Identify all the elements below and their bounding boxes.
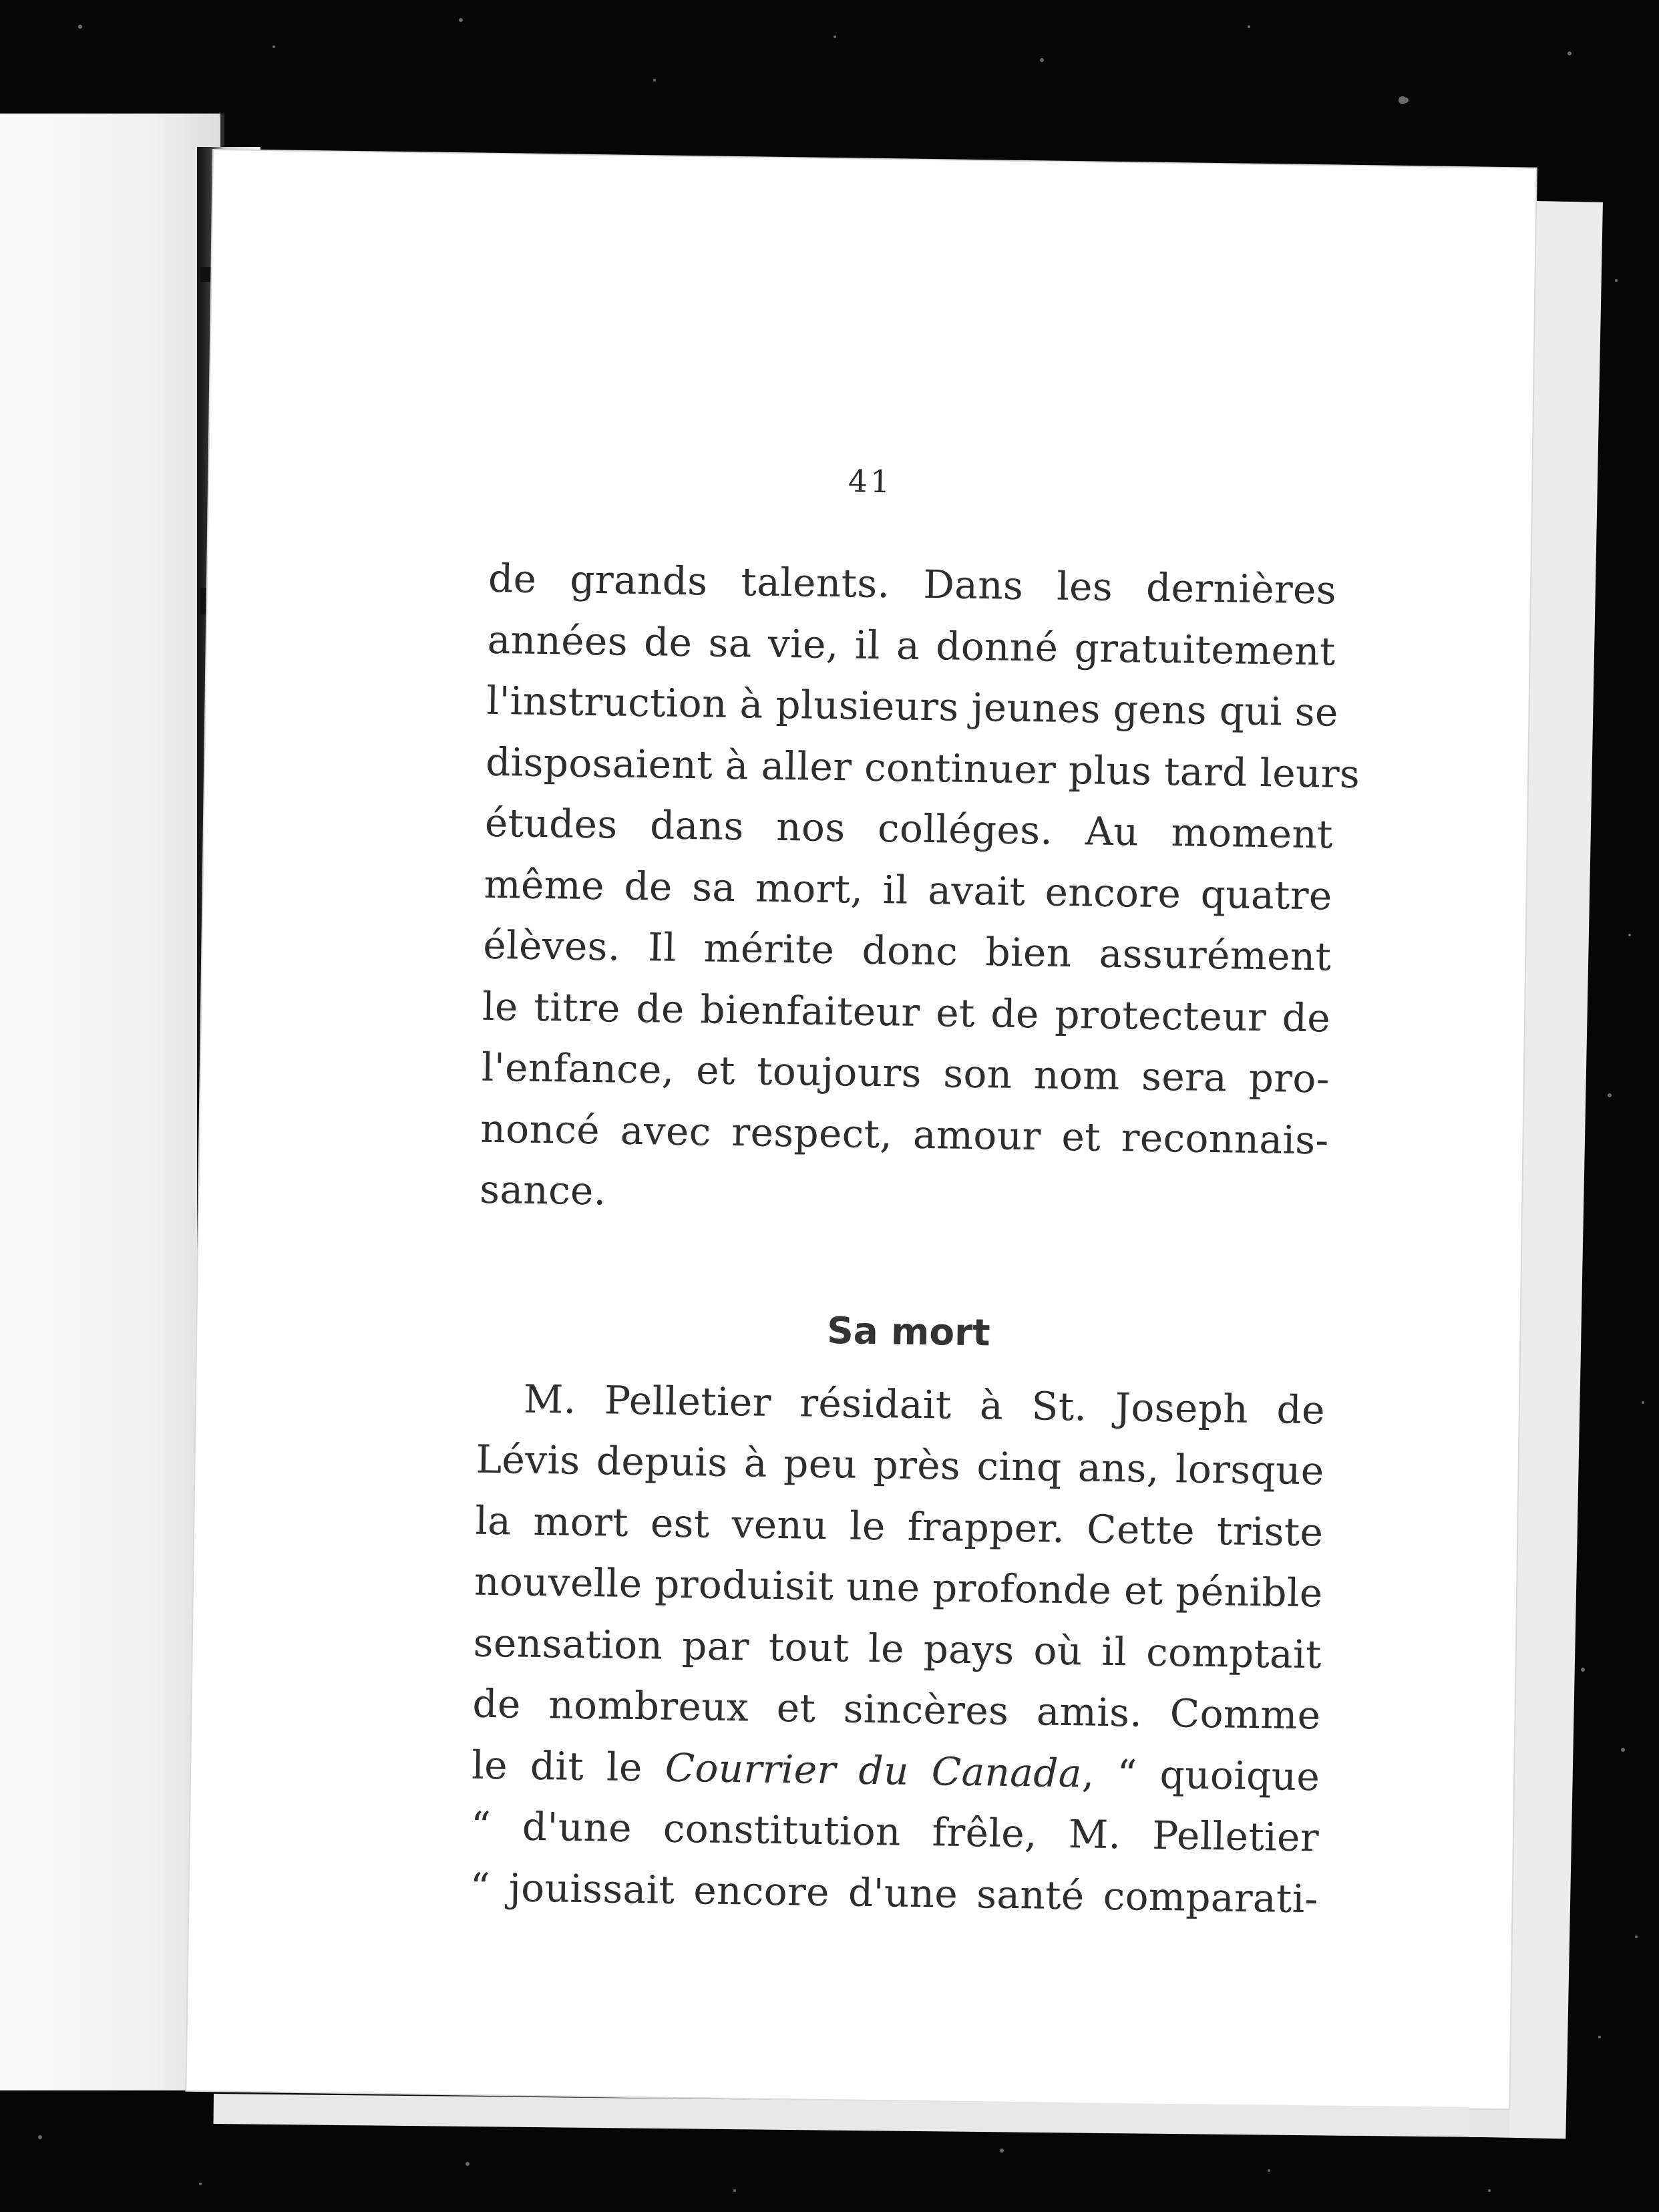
text-line: années de sa vie, il a donné gratuitement [487, 616, 1336, 675]
newspaper-title: Courrier du Canada [665, 1744, 1083, 1796]
text-line: le titre de bienfaiteur et de protecteur de [482, 983, 1331, 1041]
text-line: Lévis depuis à peu près cinq ans, lorsque [476, 1436, 1325, 1494]
text-line: élèves. Il mérite donc bien assurément [482, 922, 1332, 980]
text-line: études dans nos colléges. Au moment [484, 799, 1334, 858]
text-line: “ jouissait encore d'une santé comparati- [470, 1864, 1319, 1921]
text-line: disposaient à aller continuer plus tard leurs [485, 739, 1360, 797]
text-line: de grands talents. Dans les dernières [488, 555, 1337, 613]
text-line-courrier [472, 1734, 1320, 1807]
text-line: nouvelle produisit une profonde et pénible [474, 1558, 1324, 1616]
text-line: la mort est venu le frapper. Cette triste [474, 1497, 1324, 1555]
section-heading: Sa mort [826, 1308, 991, 1354]
book-page [186, 150, 1535, 2108]
text-line: même de sa mort, il avait encore quatre [484, 861, 1333, 918]
text-line: sance. [479, 1166, 607, 1214]
text-line: “ d'une constitution frêle, M. Pelletier [470, 1803, 1320, 1861]
paragraph-2 [470, 1368, 1325, 1929]
text-line: noncé avec respect, amour et reconnais- [480, 1105, 1329, 1163]
page-number: 41 [848, 463, 893, 500]
text-line: l'enfance, et toujours son nom sera pro- [481, 1044, 1330, 1102]
page-text [470, 548, 1360, 1930]
text-line: M. Pelletier résidait à St. Joseph de [523, 1376, 1326, 1433]
text-line: de nombreux et sincères amis. Comme [472, 1680, 1321, 1738]
text-line: l'instruction à plusieurs jeunes gens qui se [486, 677, 1339, 735]
text-line: sensation par tout le pays où il comptait [473, 1620, 1322, 1677]
paragraph-1 [479, 548, 1360, 1232]
text-fragment: , “ quoique [1081, 1750, 1320, 1799]
text-fragment: le dit le [471, 1742, 666, 1791]
